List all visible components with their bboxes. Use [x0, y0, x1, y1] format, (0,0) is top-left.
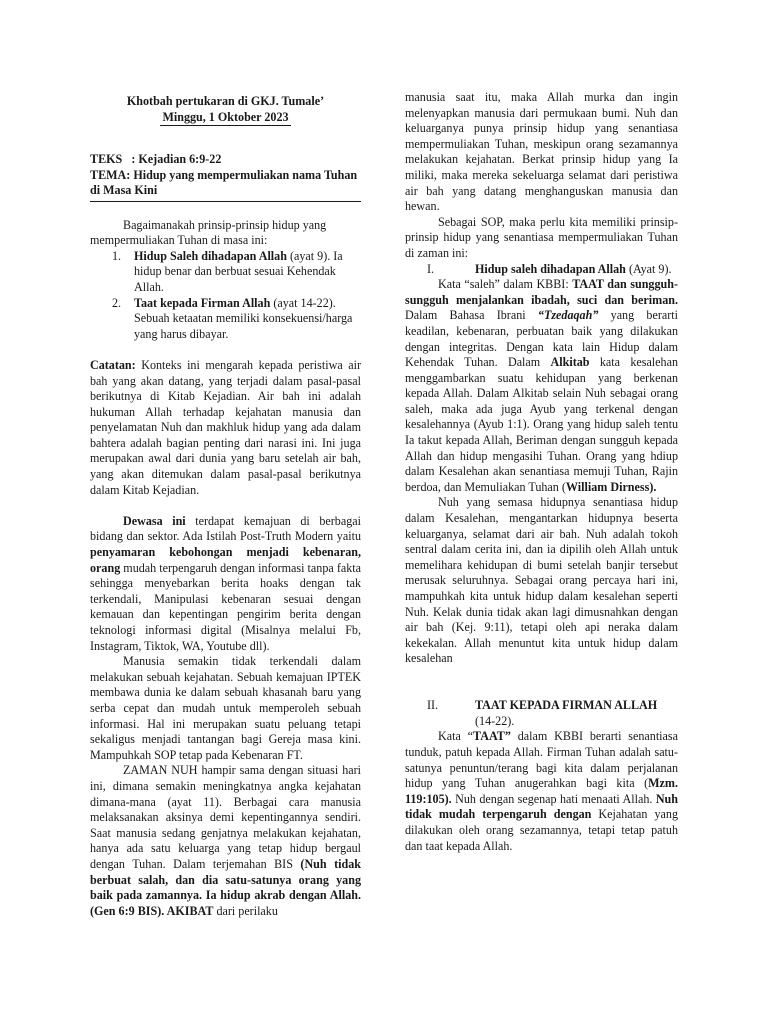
- dewasa-paragraph: Dewasa ini terdapat kemajuan di berbagai bidang dan sektor. Ada Istilah Post-Truth Modern yaitu penyamaran kebohongan menjadi kebenaran, orang mudah terpengaruh dengan informasi tanpa fakta sehingga menyebarkan berita hoaks dengan tak terkendali, Manipulasi kebenaran sesuai dengan kemauan dan kepentingan pengirim berita dengan teknologi informasi digital (Misalnya melalui Fb, Instagram, Tiktok, WA, Youtube dll).: [90, 513, 361, 653]
- zaman-paragraph: ZAMAN NUH hampir sama dengan situasi hari ini, dimana semakin meningkatnya angka kejahatan dimana-mana (ayat 11). Berbagai cara manusia melaksanakan aksinya demi kepentingannya sendiri. Saat manusia sedang genjatnya melakukan kejahatan, hanya ada satu keluarga yang tetap hidup bergaul dengan Tuhan. Dalam terjemahan BIS (Nuh tidak berbuat salah, dan dia satu-satunya orang yang baik pada zamannya. Ia hidup akrab dengan Allah. (Gen 6:9 BIS). AKIBAT dari perilaku: [90, 763, 362, 918]
- sermon-theme: TEMA: Hidup yang mempermuliakan nama Tuhan di Masa Kini: [90, 168, 361, 202]
- teks-label: TEKS : Kejadian 6:9-22: [90, 152, 222, 167]
- list-item: 2. Taat kepada Firman Allah (ayat 14-22). Sebuah ketaatan memiliki konsekuensi/harga yang harus dibayar.: [112, 295, 353, 341]
- section-heading: II. TAAT KEPADA FIRMAN ALLAH (14-22).: [427, 698, 658, 728]
- intro-paragraph: Bagaimanakah prinsip-prinsip hidup yang mempermuliakan Tuhan di masa ini:: [90, 217, 327, 248]
- continuation-paragraph: manusia saat itu, maka Allah murka dan ingin melenyapkan manusia dari permukaan bumi. Nuh dan keluarganya punya prinsip hidup yang senantiasa mempermuliakan Tuhan, meskipun orang sezamannya melakukan kejahatan. Berkat prinsip hidup yang Ia miliki, maka mereka sekeluarga selamat dari peristiwa air bah yang datang menghanguskan manusia dan hewan.: [405, 90, 678, 214]
- catatan-paragraph: Catatan: Konteks ini mengarah kepada peristiwa air bah yang akan datang, yang terjadi dalam pasal-pasal berikutnya di Kitab Kejadian. Air bah ini adalah hukuman Allah terhadap kejahatan manusia dan penyelamatan Nuh dan makhluk hidup yang ada dalam bahtera adalah bagian penting dari narasi ini. Ini juga merupakan awal dari dunia yang baru setelah air bah, yang akan ditemukan dalam pasal-pasal berikutnya dalam Kitab Kejadian.: [90, 357, 361, 497]
- point2-title: Taat kepada Firman Allah: [134, 295, 271, 310]
- point1-title: Hidup Saleh dihadapan Allah: [134, 248, 287, 263]
- kata-saleh-paragraph: Kata “saleh” dalam KBBI: TAAT dan sungguh-sungguh menjalankan ibadah, suci dan beriman. Dalam Bahasa Ibrani “Tzedaqah” yang berarti keadilan, kebenaran, perbuatan baik yang dilakukan dengan integritas. Dengan kata lain Hidup dalam Kehendak Tuhan. Dalam Alkitab kata kesalehan menggambarkan suatu kehidupan yang berkenan kepada Allah. Dalam Alkitab selain Nuh sebagai orang saleh, maka ada juga Ayub yang terkenal dengan kesalehannya (Ayub 1:1). Orang yang hidup saleh tentu Ia takut kepada Allah, Beriman dengan sungguh kepada Allah dan hidup mengasihi Tuhan. Orang yang hdiup dalam Kesalehan akan senantiasa memuji Tuhan, Rajin berdoa, dan Memuliakan Tuhan (William Dirness).: [405, 277, 678, 494]
- manusia-paragraph: Manusia semakin tidak terkendali dalam melakukan sebuah kejahatan. Sebuah kemajuan IPTEK membawa dunia ke dalam sebuah khasanah baru yang serba cepat dan mudah untuk memperoleh sebuah informasi. Hal ini merupakan suatu peluang tetapi sekaligus menjadi tantangan bagi Gereja masa kini. Mampuhkah SOP tetap pada Kebenaran FT.: [90, 654, 361, 762]
- header-line1: Khotbah pertukaran di GKJ. Tumale’: [126, 94, 325, 108]
- header-date: Minggu, 1 Oktober 2023: [160, 110, 290, 127]
- taat-paragraph: Kata “TAAT” dalam KBBI berarti senantiasa tunduk, patuh kepada Allah. Firman Tuhan adalah satu-satunya penuntun/terang bagi kita dalam perjalanan hidup yang Tuhan anugerahkan bagi kita (Mzm. 119:105). Nuh dengan segenap hati menaati Allah. Nuh tidak mudah terpengaruh dengan Kejahatan yang dilakukan oleh orang sezamannya, tetapi tetap patuh dan taat kepada Allah.: [405, 729, 678, 853]
- nuh-paragraph: Nuh yang semasa hidupnya senantiasa hidup dalam Kesalehan, mengantarkan hidupnya beserta keluarganya, selamat dari air bah. Nuh adalah tokoh sentral dalam cerita ini, dan ia dipilih oleh Allah untuk memelihara kehidupan di bumi setelah banjir tersebut merusak seluruhnya. Sebagai orang percaya hari ini, mampuhkah kita untuk hidup dalam kesalehan seperti Nuh. Kelak dunia tidak akan lagi dimusnahkan dengan air bah (Kej. 9:11), tetapi oleh api neraka dalam kekekalan. Allah menuntut kita untuk hidup dalam kesalehan: [405, 495, 678, 666]
- section-heading: I. Hidup saleh dihadapan Allah (Ayat 9).: [427, 261, 672, 276]
- list-item: 1. Hidup Saleh dihadapan Allah (ayat 9). Ia hidup benar dan berbuat sesuai Kehendak Allah.: [112, 248, 343, 294]
- left-column: [90, 90, 361, 919]
- sop-paragraph: Sebagai SOP, maka perlu kita memiliki prinsip-prinsip hidup yang senantiasa mempermuliakan Tuhan di zaman ini:: [405, 214, 678, 260]
- sermon-header: [90, 94, 361, 126]
- right-column: [405, 90, 678, 854]
- text-reference: [90, 152, 361, 202]
